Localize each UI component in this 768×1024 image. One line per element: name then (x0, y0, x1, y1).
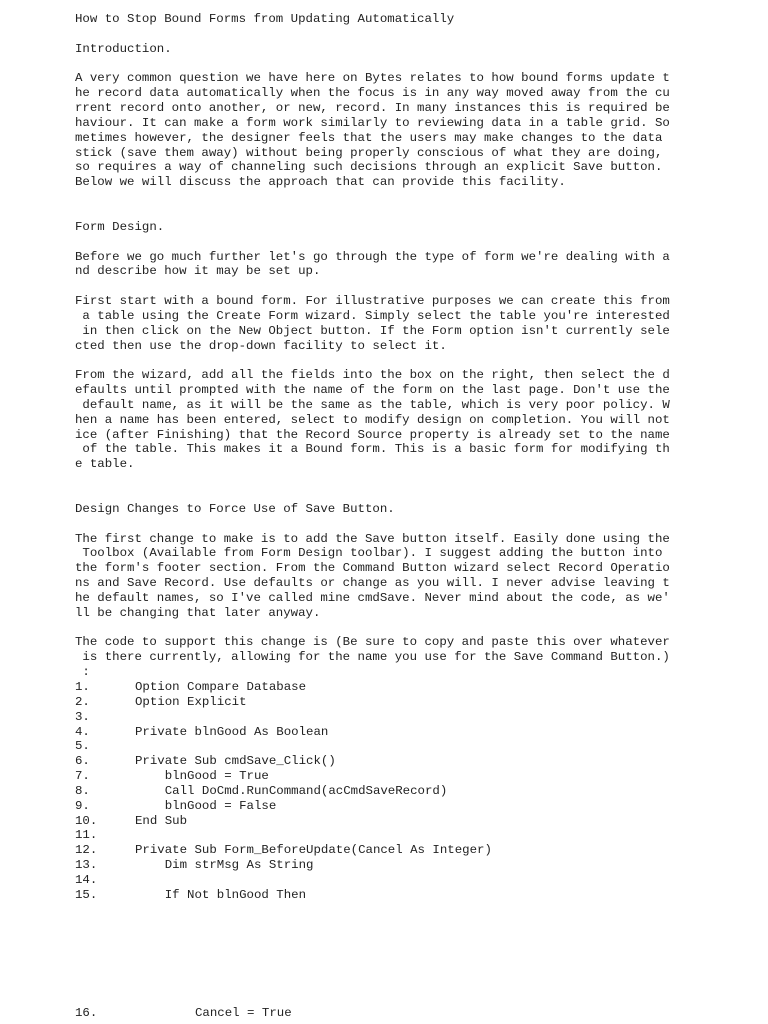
code-block (75, 680, 695, 903)
code-line (75, 814, 695, 829)
text-line: hen a name has been entered, select to modify design on completion. You will not (75, 412, 670, 427)
text-line: The first change to make is to add the Save button itself. Easily done using the (75, 531, 670, 546)
line-number: 7. (75, 769, 90, 784)
code-line (75, 799, 695, 814)
code-line (75, 725, 695, 740)
code-line (75, 888, 695, 903)
text-line: : (75, 665, 90, 680)
text-line: cted then use the drop-down facility to select it. (75, 338, 447, 353)
line-number: 1. (75, 679, 90, 694)
text-line: e table. (75, 457, 135, 472)
line-number: 12. (75, 843, 98, 858)
line-number: 8. (75, 783, 90, 798)
line-number: 6. (75, 754, 90, 769)
text-line: efaults until prompted with the name of the form on the last page. Don't use the (75, 383, 670, 398)
code-text: Option Compare Database (135, 679, 307, 694)
code-text: Call DoCmd.RunCommand(acCmdSaveRecord) (135, 783, 448, 798)
code-text: blnGood = False (135, 798, 277, 813)
line-number: 9. (75, 798, 90, 813)
text-line: nd describe how it may be set up. (75, 264, 321, 279)
code-text: Dim strMsg As String (135, 858, 314, 873)
line-number: 4. (75, 724, 90, 739)
code-text: Private Sub Form_BeforeUpdate(Cancel As Integer) (135, 843, 492, 858)
text-line: stick (save them away) without being properly conscious of what they are doing, (75, 145, 663, 160)
design-changes-paragraph-1 (75, 532, 695, 621)
text-line: he default names, so I've called mine cmdSave. Never mind about the code, as we' (75, 590, 670, 605)
section-heading-design-changes: Design Changes to Force Use of Save Button. (75, 501, 395, 516)
line-number: 16. (75, 1006, 98, 1020)
text-line: Before we go much further let's go through the type of form we're dealing with a (75, 249, 670, 264)
text-line: in then click on the New Object button. If the Form option isn't currently sele (75, 323, 670, 338)
line-number: 11. (75, 828, 98, 843)
section-heading-form-design: Form Design. (75, 219, 165, 234)
text-line: the form's footer section. From the Command Button wizard select Record Operatio (75, 561, 670, 576)
code-text: Private blnGood As Boolean (135, 724, 329, 739)
code-line (75, 828, 695, 843)
line-number: 10. (75, 813, 98, 828)
code-line (75, 754, 695, 769)
code-line (75, 769, 695, 784)
text-line: is there currently, allowing for the name you use for the Save Command Button.) (75, 650, 670, 665)
text-line: A very common question we have here on Bytes relates to how bound forms update t (75, 71, 670, 86)
text-line: The code to support this change is (Be sure to copy and paste this over whatever (75, 635, 670, 650)
text-line: haviour. It can make a form work similarly to reviewing data in a table grid. So (75, 115, 670, 130)
code-text: Cancel = True (195, 1006, 292, 1020)
text-line: From the wizard, add all the fields into the box on the right, then select the d (75, 368, 670, 383)
line-number: 5. (75, 739, 90, 754)
design-changes-paragraph-2 (75, 635, 695, 680)
text-line: ice (after Finishing) that the Record Source property is already set to the name (75, 427, 670, 442)
text-line: First start with a bound form. For illustrative purposes we can create this from (75, 294, 670, 309)
text-line: ns and Save Record. Use defaults or change as you will. I never advise leaving t (75, 576, 670, 591)
text-line: Below we will discuss the approach that can provide this facility. (75, 175, 566, 190)
text-line: ll be changing that later anyway. (75, 605, 321, 620)
text-line: Toolbox (Available from Form Design toolbar). I suggest adding the button into (75, 546, 663, 561)
line-number: 14. (75, 872, 98, 887)
line-number: 13. (75, 858, 98, 873)
line-number: 2. (75, 694, 90, 709)
text-line: rrent record onto another, or new, record. In many instances this is required be (75, 101, 670, 116)
page-title: How to Stop Bound Forms from Updating Automatically (75, 12, 455, 26)
code-line (75, 695, 695, 710)
form-design-paragraph-2 (75, 294, 695, 353)
code-line (75, 873, 695, 888)
code-text: If Not blnGood Then (135, 887, 307, 902)
text-line: a table using the Create Form wizard. Simply select the table you're interested (75, 308, 670, 323)
code-line (75, 784, 695, 799)
form-design-paragraph-3 (75, 368, 695, 472)
code-line (75, 858, 695, 873)
form-design-paragraph-1 (75, 250, 695, 280)
code-text: End Sub (135, 813, 188, 828)
code-line (75, 680, 695, 695)
code-text: Option Explicit (135, 694, 247, 709)
code-text: blnGood = True (135, 769, 269, 784)
text-line: default name, as it will be the same as the table, which is very poor policy. W (75, 397, 670, 412)
line-number: 3. (75, 709, 90, 724)
document-page (75, 12, 695, 903)
code-line (75, 843, 695, 858)
code-line (75, 710, 695, 725)
text-line: he record data automatically when the focus is in any way moved away from the cu (75, 86, 670, 101)
text-line: metimes however, the designer feels that the users may make changes to the data (75, 130, 663, 145)
line-number: 15. (75, 887, 98, 902)
text-line: of the table. This makes it a Bound form. This is a basic form for modifying th (75, 442, 670, 457)
code-line (75, 739, 695, 754)
section-heading-introduction: Introduction. (75, 41, 172, 56)
text-line: so requires a way of channeling such decisions through an explicit Save button. (75, 160, 663, 175)
intro-paragraph (75, 71, 695, 190)
code-text: Private Sub cmdSave_Click() (135, 754, 336, 769)
